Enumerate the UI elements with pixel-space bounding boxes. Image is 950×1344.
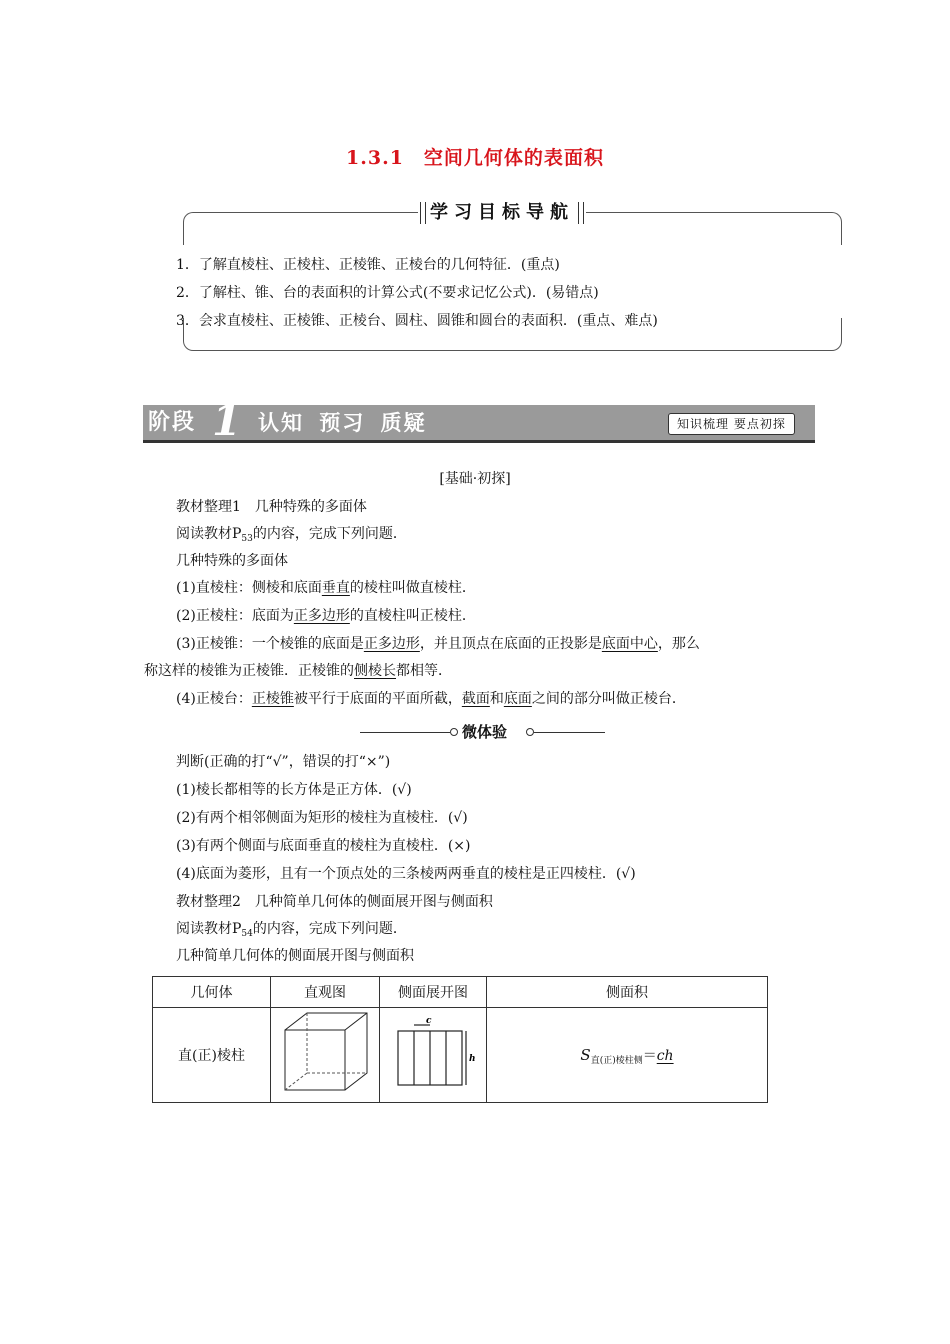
answer-blank: 垂直: [321, 580, 350, 596]
material2-heading: 教材整理2 几种简单几何体的侧面展开图与侧面积: [176, 894, 493, 910]
objective-item: 3．会求直棱柱、正棱锥、正棱台、圆柱、圆锥和圆台的表面积．(重点、难点): [176, 313, 658, 329]
material1-heading: 教材整理1 几种特殊的多面体: [176, 499, 367, 515]
section-label: [基础·初探]: [439, 471, 511, 487]
answer-blank: 正多边形: [363, 636, 420, 652]
net-label-c: c: [426, 1016, 432, 1026]
judgement-item: (1)棱长都相等的长方体是正方体．(√): [176, 782, 412, 798]
objective-item: 1．了解直棱柱、正棱柱、正棱锥、正棱台的几何特征．(重点): [176, 257, 560, 273]
table-cell-figure: [271, 1008, 380, 1103]
table-header: 几何体: [153, 977, 271, 1008]
prism-figure: [275, 1008, 375, 1098]
table-cell-solid: 直(正)棱柱: [153, 1008, 271, 1103]
page-title: 1.3.1 空间几何体的表面积: [346, 147, 604, 169]
stage-number: 1: [212, 396, 242, 445]
definition-item: (4)正棱台：正棱锥被平行于底面的平面所截，截面和底面之间的部分叫做正棱台．: [176, 691, 686, 707]
table-cell-formula: [487, 1008, 768, 1103]
definition-item: (2)正棱柱：底面为正多边形的直棱柱叫正棱柱．: [176, 608, 476, 624]
judgement-item: (3)有两个侧面与底面垂直的棱柱为直棱柱．(×): [176, 838, 471, 854]
material1-subheading: 几种特殊的多面体: [176, 553, 288, 569]
objectives-box-bottom: [183, 318, 842, 351]
judgement-item: (2)有两个相邻侧面为矩形的棱柱为直棱柱．(√): [176, 810, 468, 826]
answer-blank: 侧棱长: [354, 663, 396, 679]
micro-heading-bar: [360, 722, 605, 742]
stage-tag: 知识梳理 要点初探: [668, 413, 795, 435]
table-header: 直观图: [271, 977, 380, 1008]
answer-blank: 正多边形: [293, 608, 350, 624]
objectives-heading: 学习目标导航: [418, 198, 586, 228]
prism-net-figure: [388, 1013, 478, 1093]
stage-title: 认知 预习 质疑: [258, 410, 427, 435]
answer-blank: 截面: [461, 691, 490, 707]
micro-intro: 判断(正确的打“√”，错误的打“×”): [176, 754, 391, 770]
lateral-area-formula: $S_{直(正)棱柱侧}=ch$: [580, 1045, 674, 1066]
table-header: 侧面展开图: [380, 977, 487, 1008]
objective-item: 2．了解柱、锥、台的表面积的计算公式(不要求记忆公式)．(易错点): [176, 285, 599, 301]
definition-item: (3)正棱锥：一个棱锥的底面是正多边形，并且顶点在底面的正投影是底面中心，那么: [176, 636, 700, 652]
net-label-h: h: [469, 1054, 476, 1064]
answer-blank: 正棱锥: [251, 691, 294, 707]
micro-heading: 微体验: [462, 723, 508, 741]
surface-area-table: [152, 976, 768, 1103]
definition-item: (1)直棱柱：侧棱和底面垂直的棱柱叫做直棱柱．: [176, 580, 476, 596]
material2-subheading: 几种简单几何体的侧面展开图与侧面积: [176, 948, 414, 964]
table-header: 侧面积: [487, 977, 768, 1008]
answer-blank: 底面: [503, 691, 532, 707]
definition-item-cont: 称这样的棱锥为正棱锥．正棱锥的侧棱长都相等．: [144, 663, 452, 679]
judgement-item: (4)底面为菱形，且有一个顶点处的三条棱两两垂直的棱柱是正四棱柱．(√): [176, 866, 636, 882]
answer-blank: 底面中心: [601, 636, 658, 652]
table-cell-net: [380, 1008, 487, 1103]
material2-read: 阅读教材$P_{54}$的内容，完成下列问题．: [176, 921, 407, 939]
material1-read: 阅读教材$P_{53}$的内容，完成下列问题．: [176, 526, 407, 544]
stage-label: 阶段: [148, 410, 197, 435]
